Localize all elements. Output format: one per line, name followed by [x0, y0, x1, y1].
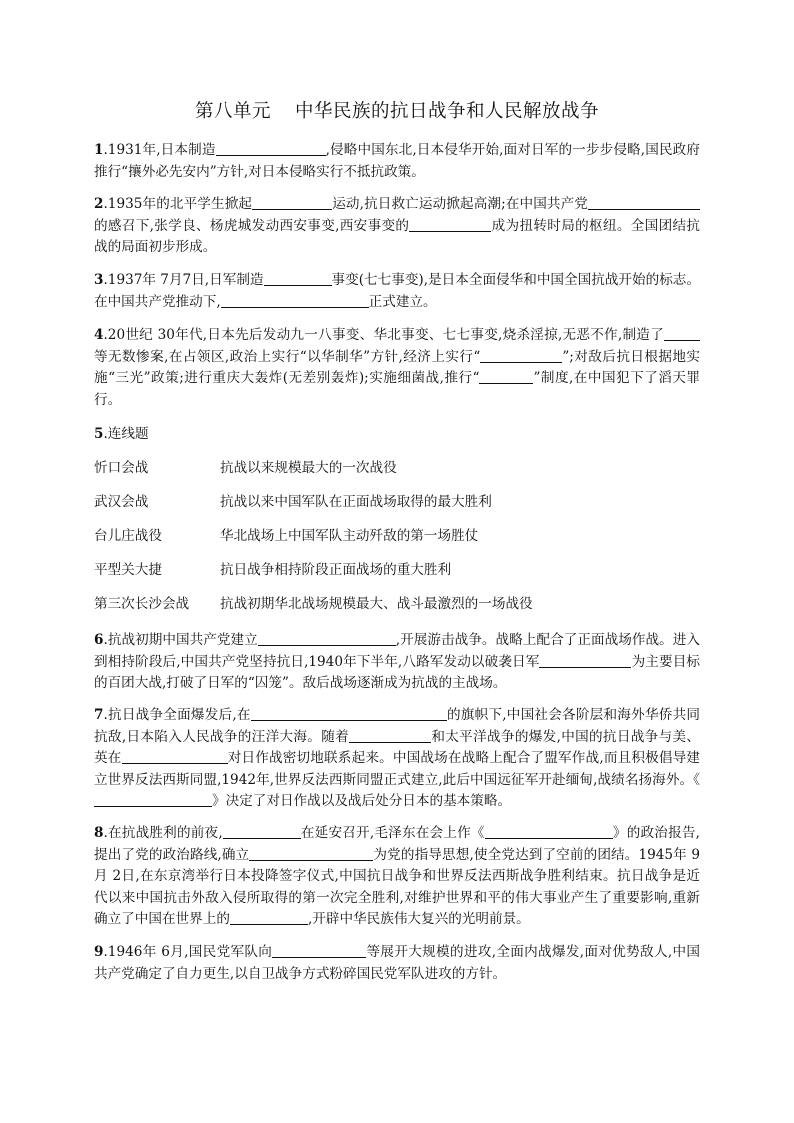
fill-blank[interactable]: [479, 368, 533, 384]
fill-blank[interactable]: [216, 140, 326, 156]
fill-blank[interactable]: [480, 347, 562, 363]
question-number: 5: [94, 426, 104, 442]
fill-blank[interactable]: [252, 194, 332, 210]
fill-blank[interactable]: [249, 845, 373, 861]
fill-blank[interactable]: [258, 630, 396, 646]
matching-right-item[interactable]: 抗战以来规模最大的一次战役: [220, 460, 397, 476]
matching-right-item[interactable]: 华北战场上中国军队主动歼敌的第一场胜仗: [220, 528, 479, 544]
fill-blank[interactable]: [664, 325, 700, 341]
question-1: 1.1931年,日本制造 ,侵略中国东北,日本侵华开始,面对日军的一步步侵略,国民政府推行“攘外必先安内”方针,对日本侵略实行不抵抗政策。: [94, 142, 700, 180]
matching-left-item[interactable]: 台儿庄战役: [94, 528, 162, 544]
matching-left-item[interactable]: 平型关大捷: [94, 562, 162, 578]
question-7: 7.抗日战争全面爆发后,在 的旗帜下,中国社会各阶层和海外华侨共同抗敌,日本陷入人民战争的汪洋大海。随着 和太平洋战争的爆发,中国的抗日战争与美、英在 对日作战密切地联系起来。中国战场在战略上配合了盟军作战,而且积极倡导建立世界反法西斯同盟,1942年,世界反法西斯同盟正式建立,此后中国远征军开赴缅甸,战绩名扬海外。《》决定了对日作战以及战后处分日本的基本策略。: [94, 707, 700, 809]
question-number: 9: [94, 944, 104, 960]
fill-blank[interactable]: [230, 909, 308, 925]
question-number: 3: [94, 272, 104, 288]
fill-blank[interactable]: [221, 292, 369, 308]
fill-blank[interactable]: [223, 823, 301, 839]
fill-blank[interactable]: [485, 823, 613, 839]
question-number: 8: [94, 825, 104, 841]
matching-row: [94, 560, 451, 580]
fill-blank[interactable]: [264, 270, 332, 286]
fill-blank[interactable]: [272, 942, 366, 958]
page-title: [0, 97, 794, 123]
question-8: 8.在抗战胜利的前夜, 在延安召开,毛泽东在会上作《 》的政治报告,提出了党的政治路线,确立 为党的指导思想,使全党达到了空前的团结。1945年 9月 2日,在东京湾举行日本投降签字仪式,中国抗日战争和世界反法西斯战争胜利结束。抗日战争是近代以来中国抗击外敌入侵所取得的第一次完全胜利,对维护世界和平的伟大事业产生了重要影响,重新确立了中国在世界上的 ,开辟中华民族伟大复兴的光明前景。: [94, 825, 700, 927]
question-2: 2.1935年的北平学生掀起 运动,抗日救亡运动掀起高潮;在中国共产党的感召下,张学良、杨虎城发动西安事变,西安事变的 成为扭转时局的枢纽。全国团结抗战的局面初步形成。: [94, 196, 700, 255]
question-number: 6: [94, 632, 104, 648]
question-number: 1: [94, 142, 104, 158]
fill-blank[interactable]: [588, 194, 700, 210]
unit-label: 第八单元: [194, 101, 271, 122]
fill-blank[interactable]: [122, 748, 228, 764]
matching-row: [94, 492, 492, 512]
question-3: 3.1937年 7月7日,日军制造 事变(七七事变),是日本全面侵华和中国全国抗战开始的标志。在中国共产党推动下, 正式建立。: [94, 272, 700, 310]
fill-blank[interactable]: [539, 652, 631, 668]
unit-topic: 中华民族的抗日战争和人民解放战争: [295, 101, 600, 122]
matching-right-item[interactable]: 抗战以来中国军队在正面战场取得的最大胜利: [220, 494, 492, 510]
fill-blank[interactable]: [409, 216, 491, 232]
question-5: 5.连线题: [94, 426, 149, 442]
question-4: 4.20世纪 30年代,日本先后发动九一八事变、华北事变、七七事变,烧杀淫掠,无恶不作,制造了等无数惨案,在占领区,政治上实行“以华制华”方针,经济上实行“ ”;对敌后抗日根据地实施“三光”政策;进行重庆大轰炸(无差别轰炸);实施细菌战,推行“ ”制度,在中国犯下了滔天罪行。: [94, 327, 701, 408]
fill-blank[interactable]: [251, 705, 447, 721]
matching-right-item[interactable]: 抗战初期华北战场规模最大、战斗最激烈的一场战役: [220, 596, 533, 612]
matching-row: [94, 526, 478, 546]
question-6: 6.抗战初期中国共产党建立 ,开展游击战争。战略上配合了正面战场作战。进入到相持阶段后,中国共产党坚持抗日,1940年下半年,八路军发动以破袭日军 为主要目标的百团大战,打破了日军的“囚笼”。敌后战场逐渐成为抗战的主战场。: [94, 632, 700, 691]
matching-row: [94, 458, 397, 478]
question-9: 9.1946年 6月,国民党军队向 等展开大规模的进攻,全面内战爆发,面对优势敌人,中国共产党确定了自力更生,以自卫战争方式粉碎国民党军队进攻的方针。: [94, 944, 700, 982]
fill-blank[interactable]: [94, 791, 212, 807]
matching-row: [94, 594, 533, 614]
matching-left-item[interactable]: 武汉会战: [94, 494, 149, 510]
question-number: 4: [94, 327, 104, 343]
matching-right-item[interactable]: 抗日战争相持阶段正面战场的重大胜利: [220, 562, 452, 578]
question-number: 7: [94, 707, 104, 723]
question-number: 2: [94, 196, 104, 212]
fill-blank[interactable]: [349, 727, 431, 743]
matching-left-item[interactable]: 忻口会战: [94, 460, 149, 476]
matching-left-item[interactable]: 第三次长沙会战: [94, 596, 190, 612]
